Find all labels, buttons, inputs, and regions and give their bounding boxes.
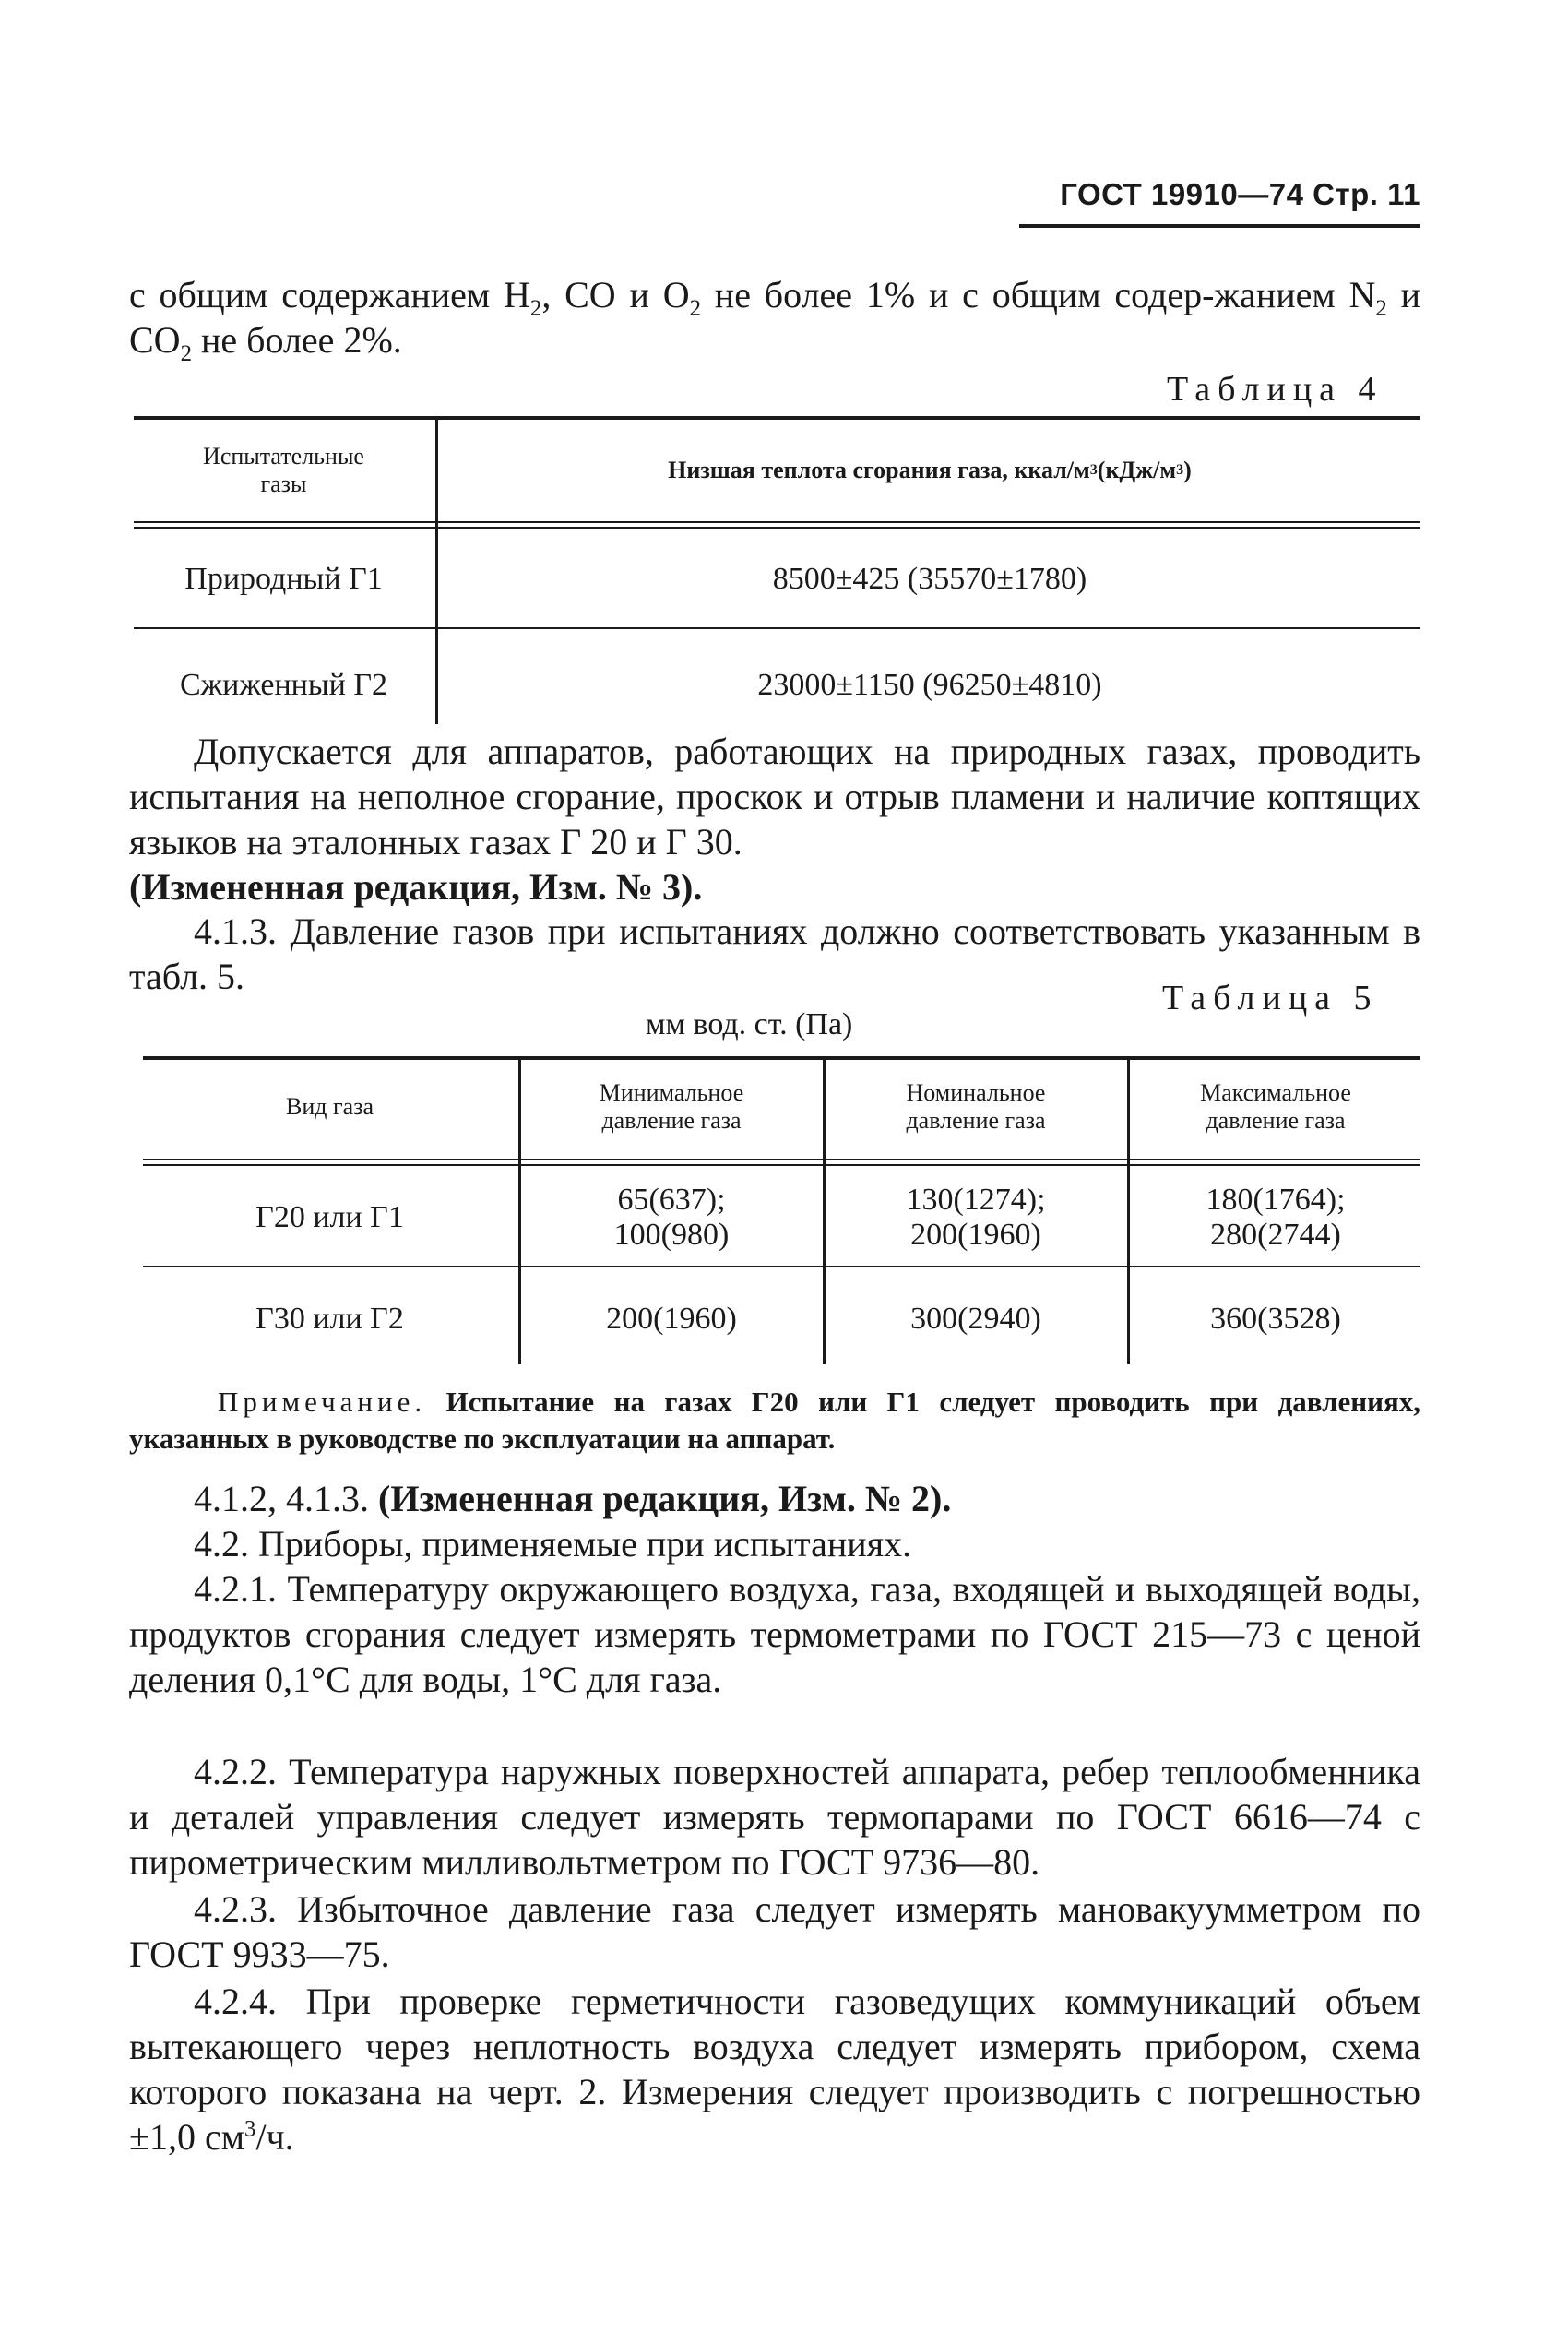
table5-top-rule (143, 1056, 1420, 1060)
note-label: Примечание. (218, 1386, 427, 1418)
table5-row2-gas: Г30 или Г2 (255, 1302, 404, 1336)
table4-row-rule (134, 627, 1420, 629)
paragraph-allowed: Допускается для аппаратов, работающих на природных газах, проводить испытания на неполное сгорание, проскок и отрыв пламени и наличие коптящих языков на эталонных газах Г 20 и Г 30. (Измененная редакция, Изм. № 3). (129, 731, 1420, 908)
table4-row1-gas: Природный Г1 (184, 561, 383, 596)
table5-header-rule-2 (143, 1164, 1420, 1166)
amendment-3: (Измененная редакция, Изм. № 3). (129, 866, 703, 908)
table5-caption: Таблица 5 (1162, 979, 1379, 1017)
table5-divider-1 (518, 1060, 521, 1364)
intro-paragraph: с общим содержанием $H_2$, CO и $O_2$ не более 1% и с общим содер-жанием $N_2$ и $CO_2$ не более 2%. (129, 274, 1421, 366)
table4-header-gas: Испытательные газы (203, 443, 364, 497)
table5-row2-max: 360(3528) (1210, 1302, 1341, 1336)
page-header: ГОСТ 19910—74 Стр. 11 (1060, 177, 1420, 211)
table5-row1-gas: Г20 или Г1 (255, 1200, 404, 1234)
table5-note: Примечание. Испытание на газах Г20 или Г1 следует проводить при давлениях, указанных в руководстве по эксплуатации на аппарат. (129, 1386, 1420, 1455)
paragraph-4-2-1: 4.2.1. Температуру окружающего воздуха, газа, входящей и выходящей воды, продуктов сгорания следует измерять термометрами по ГОСТ 215—73 с ценой деления 0,1°C для воды, 1°C для газа. (129, 1568, 1420, 1700)
table5-row2-nom: 300(2940) (910, 1302, 1041, 1336)
paragraph-4-2: 4.2. Приборы, применяемые при испытаниях. (194, 1523, 912, 1565)
table4-header-rule-1 (134, 521, 1420, 523)
table4-caption: Таблица 4 (1167, 370, 1384, 409)
amendment-2-paragraph: 4.1.2, 4.1.3. (Измененная редакция, Изм. № 2). (194, 1478, 952, 1519)
table5-header-min: Минимальное давление газа (599, 1079, 744, 1134)
table4-row1-value: 8500±425 (35570±1780) (772, 561, 1087, 596)
table5-divider-3 (1127, 1060, 1130, 1364)
table5-header-gas: Вид газа (286, 1093, 374, 1120)
table5-row1-min: 65(637); 100(980) (613, 1183, 730, 1252)
table5-divider-2 (823, 1060, 826, 1364)
table4-row2-value: 23000±1150 (96250±4810) (757, 667, 1102, 702)
table4-header-rule-2 (134, 527, 1420, 529)
table4-row2-gas: Сжиженный Г2 (179, 667, 388, 702)
paragraph-4-2-3: 4.2.3. Избыточное давление газа следует измерять мановакуумметром по ГОСТ 9933—75. (129, 1888, 1420, 1975)
table4-top-rule (134, 416, 1420, 420)
paragraph-4-2-2: 4.2.2. Температура наружных поверхностей аппарата, ребер теплообменника и деталей управления следует измерять термопарами по ГОСТ 6616—74 с пирометрическим милливольтметром по ГОСТ 9736—80. (129, 1751, 1420, 1883)
table5-header-max: Максимальное давление газа (1200, 1079, 1351, 1134)
table4-header-heat: Низшая теплота сгорания газа, ккал/м 3 (кДж/м 3 ) (668, 457, 1192, 483)
header-rule (1019, 224, 1420, 228)
paragraph-4-1-3: 4.1.3. Давление газов при испытаниях должно соответствовать указанным в табл. 5. (129, 910, 1420, 997)
table5-row1-max: 180(1764); 280(2744) (1206, 1183, 1346, 1252)
table5-header-nom: Номинальное давление газа (906, 1079, 1046, 1134)
table5-units: мм вод. ст. (Па) (646, 1007, 853, 1041)
paragraph-4-2-4: 4.2.4. При проверке герметичности газоведущих коммуникаций объем вытекающего через неплотность воздуха следует измерять прибором, схема которого показана на черт. 2. Измерения следует производить с погрешностью ±1,0 $см^3/ч$. (129, 1981, 1420, 2158)
table5-row2-min: 200(1960) (606, 1302, 737, 1336)
table5-row-rule (143, 1266, 1420, 1267)
table5-header-rule-1 (143, 1159, 1420, 1160)
table4-column-divider (435, 420, 438, 724)
table5-row1-nom: 130(1274); 200(1960) (906, 1183, 1046, 1252)
